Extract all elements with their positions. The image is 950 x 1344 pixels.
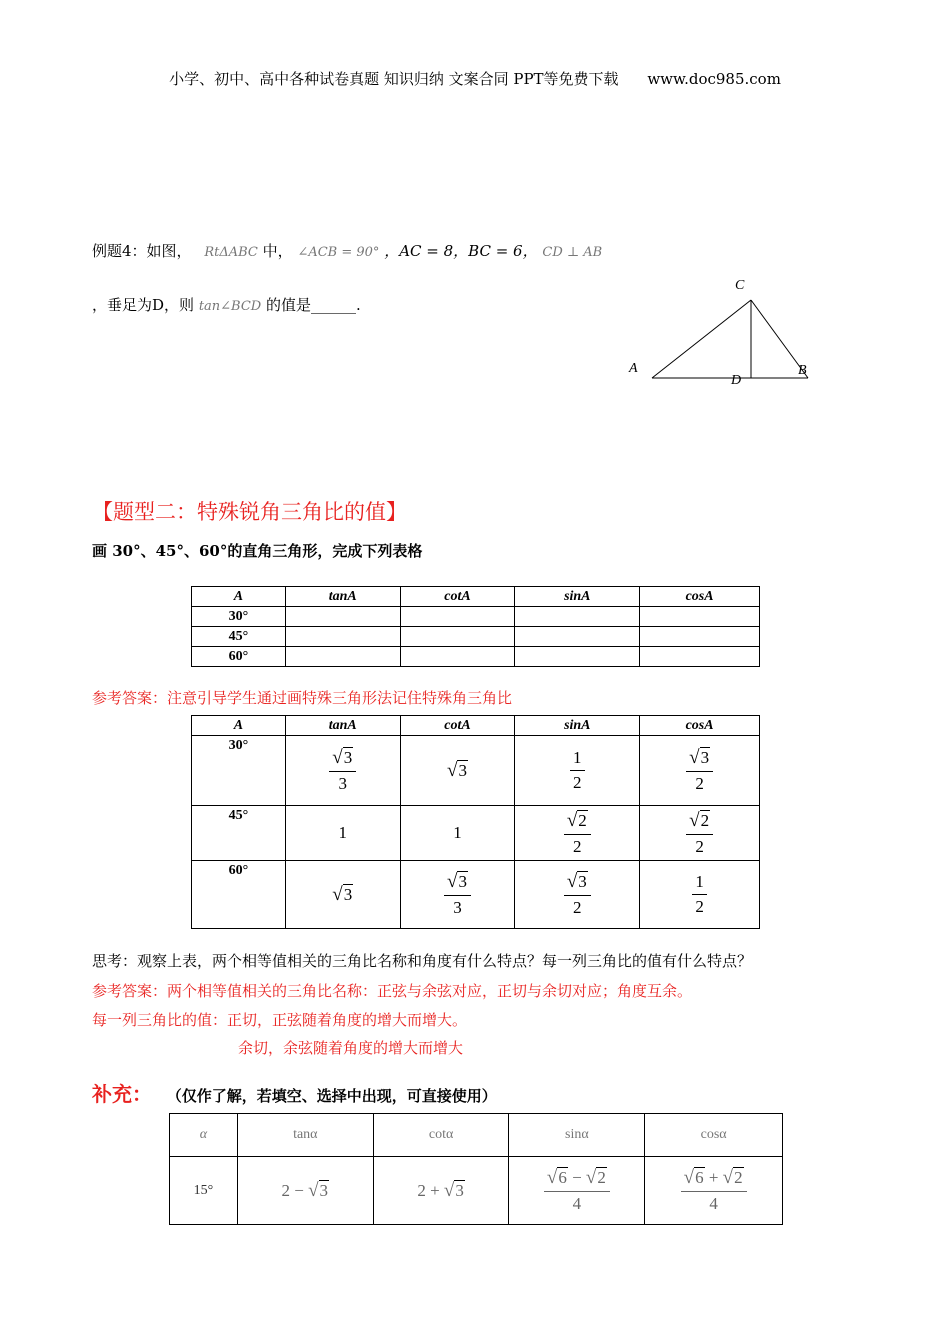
row-angle: 30°: [192, 736, 286, 806]
label-c: C: [735, 278, 745, 293]
cell-cos: $\frac{√2}{2}$: [640, 806, 760, 861]
think-answer-3: 余切，余弦随着角度的增大而增大: [238, 1039, 464, 1057]
section2-title: 【题型二：特殊锐角三角比的值】: [92, 500, 407, 524]
answer-note: 参考答案：注意引导学生通过画特殊三角形法记住特殊角三角比: [92, 689, 513, 707]
blank-cell[interactable]: [640, 607, 760, 627]
section2-instruction: 画 30°、45°、60°的直角三角形，完成下列表格: [92, 542, 423, 560]
think-answer-1: 参考答案：两个相等值相关的三角比名称：正弦与余弦对应，正切与余切对应；角度互余。: [92, 982, 693, 1000]
row-angle: 45°: [192, 627, 286, 647]
row-angle: 60°: [192, 647, 286, 667]
col-header-cot-alpha: cotα: [373, 1114, 509, 1157]
supplement-note: （仅作了解，若填空、选择中出现，可直接使用）: [166, 1087, 497, 1105]
col-header-sin-alpha: sinα: [509, 1114, 645, 1157]
col-header-cot: cotA: [400, 587, 515, 607]
cd-perp-ab: CD ⊥ AB: [542, 245, 603, 260]
answer-table: [191, 715, 760, 929]
supplement-title: 补充：: [92, 1082, 152, 1106]
cell-cos: $\frac{√3}{2}$: [640, 736, 760, 806]
blank-cell[interactable]: [285, 647, 400, 667]
row-angle: 15°: [170, 1157, 238, 1225]
triangle-figure: [620, 270, 820, 390]
cell-cos: $\frac{√6 + √2}{4}$: [645, 1157, 783, 1225]
col-header-cos-alpha: cosα: [645, 1114, 783, 1157]
side-ac: [652, 300, 751, 378]
supplement-heading: [92, 1078, 497, 1107]
example4-line1: [92, 240, 602, 261]
blank-cell[interactable]: [400, 627, 515, 647]
table-row: [192, 627, 760, 647]
cell-tan: 2 − √3: [237, 1157, 373, 1225]
col-header-cot: cotA: [400, 716, 515, 736]
blank-cell[interactable]: [515, 627, 640, 647]
cell-sin: $\frac{1}{2}$: [515, 736, 640, 806]
blank-cell[interactable]: [285, 627, 400, 647]
col-header-cos: cosA: [640, 587, 760, 607]
cell-tan: $\frac{√3}{3}$: [285, 736, 400, 806]
blank-cell[interactable]: [400, 607, 515, 627]
blank-table: [191, 586, 760, 667]
think-answer-2: 每一列三角比的值：正切，正弦随着角度的增大而增大。: [92, 1011, 468, 1029]
example4-foot: ，垂足为D，则: [92, 296, 195, 314]
blank-cell[interactable]: [285, 607, 400, 627]
cell-cos: $\frac{1}{2}$: [640, 861, 760, 929]
label-b: B: [798, 363, 807, 378]
blank-cell[interactable]: [400, 647, 515, 667]
table-row: [192, 607, 760, 627]
rt-triangle: RtΔABC: [204, 245, 258, 260]
blank-cell[interactable]: [640, 647, 760, 667]
col-header-alpha: α: [170, 1114, 238, 1157]
cell-cot: √3: [400, 736, 515, 806]
table-row: [192, 736, 760, 806]
col-header-sin: sinA: [515, 587, 640, 607]
cell-sin: $\frac{√2}{2}$: [515, 806, 640, 861]
cell-tan: 1: [285, 806, 400, 861]
label-a: A: [629, 361, 638, 376]
blank-cell[interactable]: [515, 647, 640, 667]
cell-cot: 2 + √3: [373, 1157, 509, 1225]
col-header-cos: cosA: [640, 716, 760, 736]
col-header-tan: tanA: [285, 587, 400, 607]
example4-zhong: 中，: [262, 242, 293, 260]
table-row: [192, 647, 760, 667]
cell-cot: $\frac{√3}{3}$: [400, 861, 515, 929]
header-text: 小学、初中、高中各种试卷真题 知识归纳 文案合同 PPT等免费下载: [169, 70, 619, 88]
angle-acb: ∠ACB = 90°: [297, 245, 380, 260]
example4-blank: 的值是______.: [266, 296, 361, 314]
example4-label: 例题4：如图，: [92, 242, 192, 260]
blank-cell[interactable]: [515, 607, 640, 627]
header-url[interactable]: www.doc985.com: [647, 70, 781, 88]
think-question: 思考：观察上表，两个相等值相关的三角比名称和角度有什么特点？每一列三角比的值有什么特点？: [92, 952, 753, 970]
col-header-tan: tanA: [285, 716, 400, 736]
table-row: [170, 1157, 783, 1225]
cell-sin: $\frac{√3}{2}$: [515, 861, 640, 929]
col-header-a: A: [192, 716, 286, 736]
cell-tan: √3: [285, 861, 400, 929]
col-header-tan-alpha: tanα: [237, 1114, 373, 1157]
cell-cot: 1: [400, 806, 515, 861]
row-angle: 60°: [192, 861, 286, 929]
label-d: D: [731, 373, 742, 388]
example4-line2: [92, 294, 361, 315]
ac-bc-values: ，AC = 8，BC = 6，: [384, 242, 538, 260]
col-header-sin: sinA: [515, 716, 640, 736]
tan-bcd: tan∠BCD: [198, 299, 262, 314]
table-row: [192, 861, 760, 929]
row-angle: 45°: [192, 806, 286, 861]
row-angle: 30°: [192, 607, 286, 627]
table-row: [192, 806, 760, 861]
cell-sin: $\frac{√6 - √2}{4}$: [509, 1157, 645, 1225]
blank-cell[interactable]: [640, 627, 760, 647]
page-header: [0, 68, 950, 89]
supplement-table: [169, 1113, 783, 1225]
col-header-a: A: [192, 587, 286, 607]
